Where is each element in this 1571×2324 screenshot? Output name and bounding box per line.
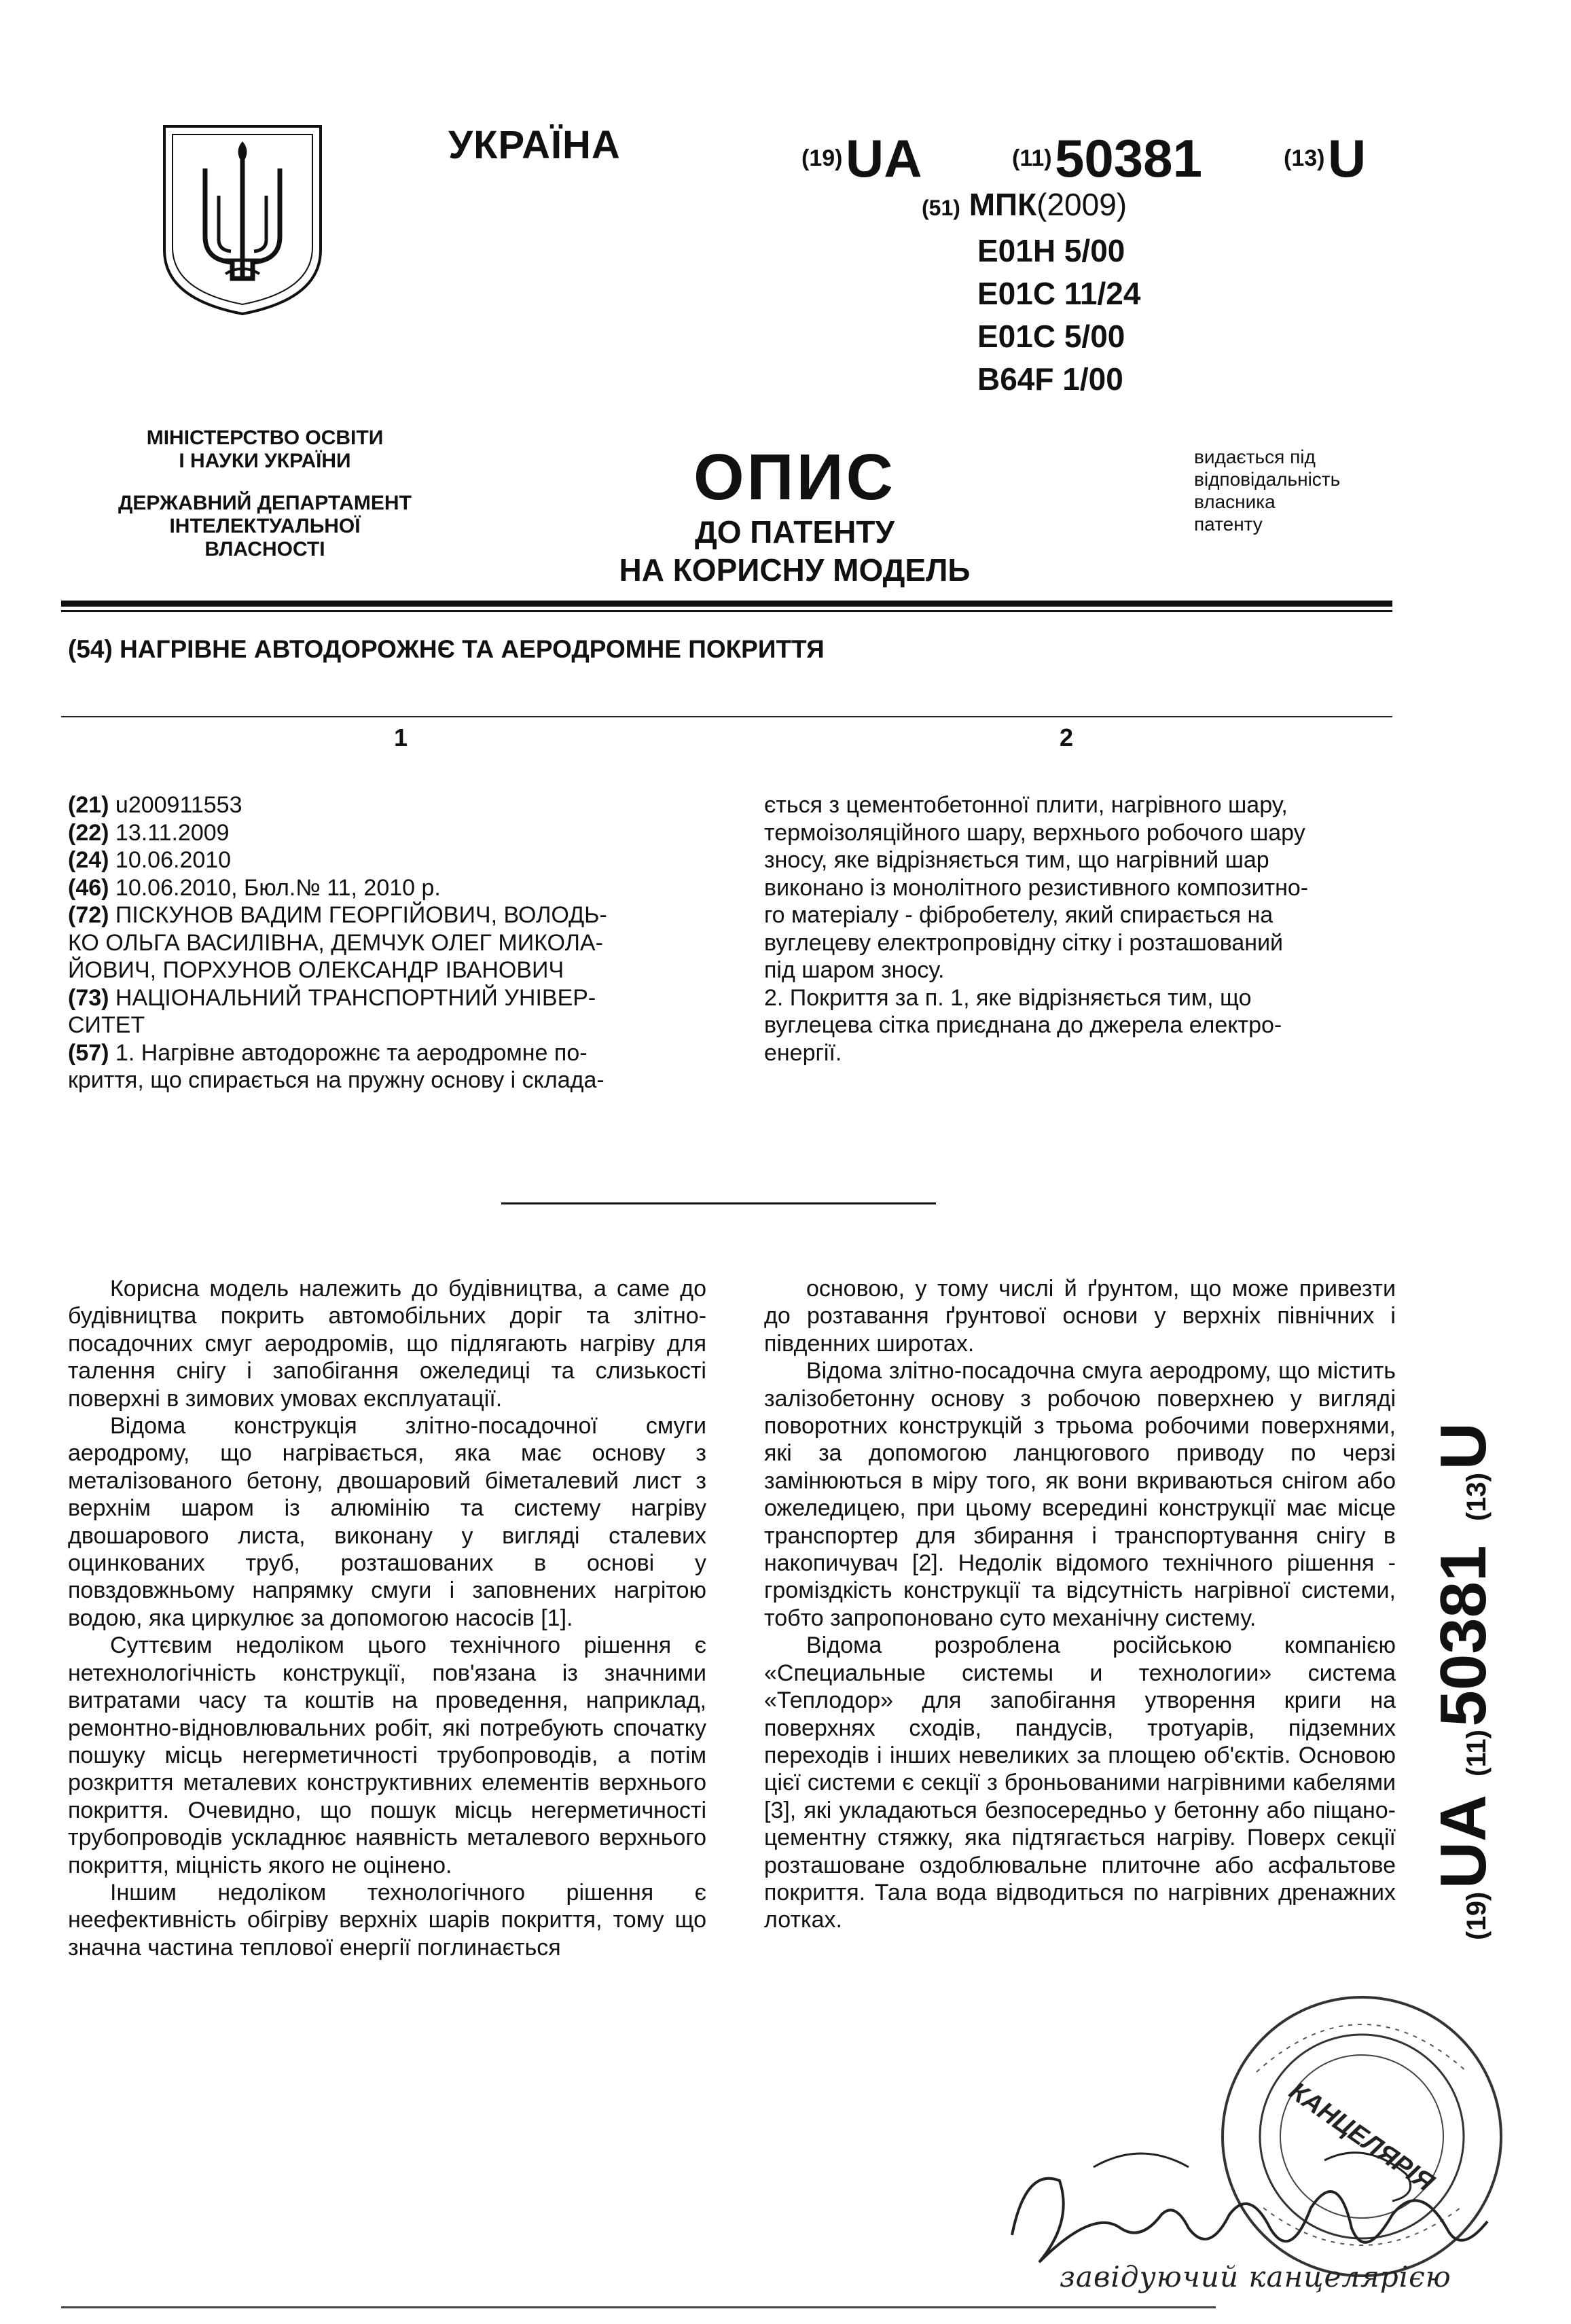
code-19: (19)	[801, 145, 843, 171]
invention-title: (54) НАГРІВНЕ АВТОДОРОЖНЄ ТА АЕРОДРОМНЕ ПОКРИТТЯ	[68, 635, 825, 663]
ministry-line: І НАУКИ УКРАЇНИ	[179, 450, 351, 472]
section-divider	[61, 716, 1392, 717]
ipc-class: E01C 11/24	[977, 276, 1141, 311]
issued-note: видається під відповідальність власника патенту	[1194, 446, 1341, 535]
ipc-block	[922, 183, 1140, 401]
claim-line: вуглецеву електропровідну сітку і розташований	[764, 929, 1284, 956]
department-line: ІНТЕЛЕКТУАЛЬНОЇ	[169, 515, 361, 537]
column-number: 1	[394, 723, 408, 751]
ipc-year: (2009)	[1036, 187, 1127, 222]
claim-line: термоізоляційного шару, верхнього робочого шару	[764, 819, 1305, 846]
doc-kind: U	[1327, 128, 1367, 188]
claim-line: енергії.	[764, 1039, 842, 1066]
claim-line: го матеріалу - фібробетелу, який спирається на	[764, 902, 1274, 928]
paragraph: Корисна модель належить до будівництва, а саме до будівництва покрить автомобільних доріг та злітно-посадочних смуг аеродромів, що підлягають нагріву для талення снігу і запобігання ожеледиці та слизькості поверхні в зимових умовах експлуатації.	[68, 1276, 706, 1412]
patent-identifiers	[801, 122, 1515, 197]
issuing-authority	[75, 427, 455, 580]
biblio-line: (72) ПІСКУНОВ ВАДИМ ГЕОРГІЙОВИЧ, ВОЛОДЬ-	[68, 902, 607, 928]
header-divider-thick	[61, 601, 1392, 607]
department-line: ВЛАСНОСТІ	[204, 538, 325, 560]
side-identifier: (19) UA (11) 50381 (13) U	[1427, 1423, 1500, 1940]
stamp-center-text: КАНЦЕЛЯРІЯ	[1284, 2077, 1439, 2198]
biblio-line: СИТЕТ	[68, 1012, 145, 1038]
department-line: ДЕРЖАВНИЙ ДЕПАРТАМЕНТ	[118, 492, 412, 514]
biblio-line: (22) 13.11.2009	[68, 819, 230, 846]
paragraph: Відома злітно-посадочна смуга аеродрому, що містить залізобетонну основу з робочою поверхнею у вигляді поворотних конструкцій з трьома робочими поверхнями, які за допомогою ланцюгового приводу по черзі замінюються в міру того, як вони вкриваються снігом або ожеледицею, при цьому всередині конструкції має місце транспортер для збирання і транспортування снігу в накопичувач [2]. Недолік відомого технічного рішення - громіздкість конструкції та відсутність нагрівної системи, тобто запропоновано суто механічну систему.	[764, 1358, 1396, 1631]
ministry-line: МІНІСТЕРСТВО ОСВІТИ	[146, 427, 384, 449]
description-column-right	[764, 1275, 1396, 1934]
document-title-sub: ДО ПАТЕНТУ	[694, 514, 895, 550]
biblio-line: (24) 10.06.2010	[68, 847, 232, 873]
code-13: (13)	[1284, 145, 1325, 171]
signature-caption: завідуючий канцелярією	[1060, 2260, 1451, 2293]
ipc-class: B64F 1/00	[977, 361, 1123, 397]
header-divider-thin	[61, 610, 1392, 612]
country-name: УКРАЇНА	[448, 123, 621, 167]
paragraph: Суттєвим недоліком цього технічного рішення є нетехнологічність конструкції, пов'язана із значними витратами часу та коштів на проведення, наприклад, ремонтно-відновлювальних робіт, які потребують спочатку пошуку місць негерметичності трубопроводів, а потім розкриття металевих конструктивних елементів верхнього покриття. Очевидно, що пошук місць негерметичності трубопроводів ускладнює наявність металевого верхнього покриття, міцність якого не оцінено.	[68, 1632, 706, 1878]
biblio-line: (46) 10.06.2010, Бюл.№ 11, 2010 р.	[68, 874, 441, 901]
document-title-sub: НА КОРИСНУ МОДЕЛЬ	[619, 552, 971, 588]
biblio-line: ЙОВИЧ, ПОРХУНОВ ОЛЕКСАНДР ІВАНОВИЧ	[68, 957, 564, 983]
paragraph: Відома конструкція злітно-посадочної смуги аеродрому, що нагрівається, яка має основу з металізованого бетону, двошаровий біметалевий лист з верхнім шаром із алюмінію та систему нагріву двошарового листа, виконану у вигляді сталевих оцинкованих труб, розташованих в основі у повздовжньому напрямку смуги і заповнених нагрітою водою, яка циркулює за допомогою насосів [1].	[68, 1413, 706, 1631]
patent-number: 50381	[1055, 128, 1202, 188]
biblio-line: криття, що спирається на пружну основу і склада-	[68, 1067, 604, 1093]
ipc-class: E01C 5/00	[977, 319, 1125, 354]
page-bottom-line	[61, 2306, 1216, 2308]
biblio-line: (73) НАЦІОНАЛЬНИЙ ТРАНСПОРТНИЙ УНІВЕР-	[68, 984, 596, 1011]
claim-line: зносу, яке відрізняється тим, що нагрівний шар	[764, 847, 1269, 873]
description-column-left	[68, 1275, 706, 1961]
ipc-label: МПК	[969, 187, 1037, 222]
claims	[764, 791, 1389, 1067]
document-title	[598, 442, 992, 589]
coat-of-arms-icon	[158, 121, 327, 318]
claim-line: 2. Покриття за п. 1, яке відрізняється тим, що	[764, 984, 1252, 1011]
document-title-main: ОПИС	[693, 441, 896, 514]
bibliographic-data	[68, 791, 706, 1094]
claim-line: ється з цементобетонної плити, нагрівного шару,	[764, 792, 1288, 818]
paragraph: Іншим недоліком технологічного рішення є неефективність обігріву верхніх шарів покриття, тому що значна частина теплової енергії поглинається	[68, 1879, 706, 1961]
claim-line: виконано із монолітного резистивного композитно-	[764, 874, 1309, 901]
paragraph: Відома розроблена російською компанією «Специальные системы и технологии» система «Теплодор» для запобігання утворення криги на поверхнях сходів, пандусів, тротуарів, підземних переходів і інших невеликих за площею об'єктів. Основою цієї системи є секції з броньованими нагрівними кабелями [3], які укладаються безпосередньо у бетонну або піщано-цементну стяжку, яка підтягається нагріву. Поверх секції розташоване оздоблювальне плиточне або асфальтове покриття. Тала вода відводиться по нагрівних дренажних лотках.	[764, 1632, 1396, 1933]
ipc-class: E01H 5/00	[977, 233, 1125, 268]
country-code: UA	[845, 128, 922, 188]
biblio-line: КО ОЛЬГА ВАСИЛІВНА, ДЕМЧУК ОЛЕГ МИКОЛА-	[68, 929, 603, 956]
code-51: (51)	[922, 196, 960, 220]
column-number: 2	[1060, 723, 1074, 751]
biblio-line: (57) 1. Нагрівне автодорожнє та аеродромне по-	[68, 1039, 588, 1066]
claim-line: під шаром зносу.	[764, 957, 945, 983]
paragraph: основою, у тому числі й ґрунтом, що може привезти до розтавання ґрунтової основи у верхніх північних і південних широтах.	[764, 1276, 1396, 1357]
claim-line: вуглецева сітка приєднана до джерела електро-	[764, 1012, 1282, 1038]
code-11: (11)	[1012, 145, 1052, 171]
biblio-line: (21) u200911553	[68, 792, 242, 818]
claims-end-divider	[501, 1202, 936, 1204]
